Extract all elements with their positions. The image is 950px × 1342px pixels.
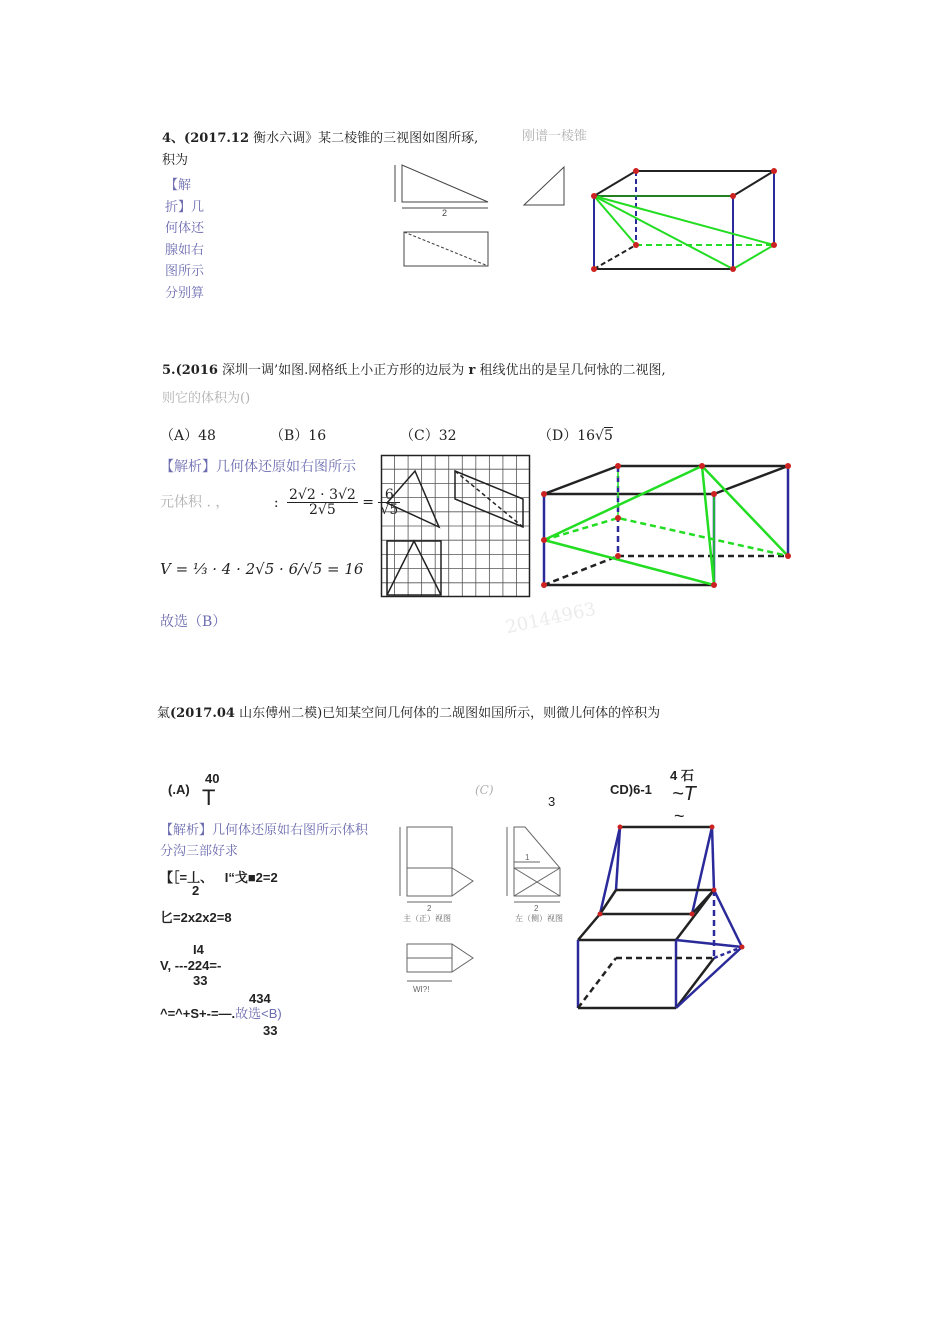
q4-sol-line: 分别算	[165, 285, 205, 301]
q5-header	[162, 362, 666, 380]
q5-formula1-rhs-num: 6	[384, 487, 394, 503]
q5-header-text2: 租线优出的是呈几何怺的二视图,	[479, 363, 666, 378]
q6-sol4: 匕=2x2x2=8	[160, 910, 232, 925]
q4-sol-line: 折】几	[165, 199, 205, 215]
q6-option-c: (C)	[475, 783, 494, 797]
q6-header-text: 山东傅州二模)已知某空间几何体的二觇图如国所示，则微儿何体的悴积为	[239, 706, 661, 721]
q6-sol1: 【解析】几何体还原如右图所示体积	[160, 823, 369, 838]
q4-3d-figure	[588, 165, 783, 280]
q6-header-number: (2017.04	[170, 706, 235, 721]
q5-option-d-sqrt: 5	[603, 428, 613, 444]
q5-header-line2: 则它的体积为()	[162, 391, 251, 406]
q5-formula1-rhs-den: √5	[380, 502, 399, 518]
q6-sol3-sub: 2	[192, 883, 200, 898]
q5-formula1-num: 2√2 · 3√2	[288, 487, 356, 503]
q6-side-label: 左（侧）视图	[515, 914, 563, 923]
q6-3d-figure	[572, 822, 752, 1017]
q6-option-c-val: 3	[548, 794, 556, 809]
q5-option-b: （B）16	[270, 428, 327, 444]
q6-sol5-bot: 33	[193, 973, 208, 988]
q6-option-a-den: T	[202, 785, 216, 810]
q6-option-d: CD)6-1	[610, 782, 652, 797]
q5-option-d-text: （D）16	[538, 428, 596, 444]
q6-front-dim: 2	[427, 904, 432, 913]
q5-option-a: （A）48	[160, 428, 216, 444]
q6-three-views	[395, 822, 575, 1012]
q5-header-r: r	[468, 363, 476, 378]
q5-3d-figure	[538, 460, 793, 595]
q4-header	[162, 130, 478, 148]
q6-sol3-b: I“戈■2=2	[224, 870, 278, 885]
q6-sol6-answer: 故选<B)	[235, 1006, 282, 1021]
q5-grid-views	[381, 455, 531, 598]
q6-sol5-mid: V, ---224=-	[160, 958, 222, 973]
q5-watermark: 20144963	[503, 598, 598, 639]
q4-side-view	[520, 165, 570, 210]
q6-option-d-mid: ~T	[672, 783, 696, 805]
q5-header-number: 5.(2016	[162, 363, 218, 378]
q6-sol3	[160, 869, 278, 887]
q6-top-label: WI?!	[413, 985, 430, 994]
q5-solution-label: 【解析】几何体还原如右图所示	[160, 459, 356, 475]
q6-sol6-top: 434	[249, 991, 271, 1006]
q6-option-d-top: 4 石	[670, 768, 694, 783]
q5-header-text: 深圳一调’如图.网格纸上小正方形的边辰为	[222, 363, 465, 378]
q5-formula2: V = ⅓ · 4 · 2√5 · 6/√5 = 16	[160, 560, 364, 578]
q6-sol5-top: I4	[193, 942, 204, 957]
q5-formula1: 元体积 . ， : $\frac{2√2 \cdot 3√2}{2√5}$ = $\frac{6}{√5}$	[160, 487, 399, 518]
q4-sol-line: 【解	[165, 178, 192, 193]
q4-header-number: 4、(2017.12	[162, 131, 249, 146]
q5-option-d: （D）16√5	[538, 428, 613, 444]
q5-answer: 故选（B）	[160, 614, 227, 630]
q5-option-c: （C）32	[400, 428, 457, 444]
q4-solution	[165, 175, 204, 304]
q6-option-a: (.A)	[168, 782, 190, 797]
q4-sol-line: 腺如右	[165, 242, 205, 258]
q6-sol3-a: 【［=丄、	[160, 870, 214, 885]
q4-header-text: 衡水六调》某二棱锥的三视图如图所琢,	[253, 131, 479, 146]
q6-front-label: 主（正）视图	[403, 914, 451, 923]
q6-side-dim-1: 1	[525, 853, 530, 862]
q5-formula1-den: 2√5	[287, 502, 358, 517]
q6-sol6-left: ^=^+S+-=—.	[160, 1006, 236, 1021]
q4-sol-line: 何体还	[165, 221, 205, 236]
q6-header	[157, 705, 660, 723]
q4-dim-label: 2	[442, 208, 448, 218]
q6-sol6	[160, 1005, 282, 1023]
q4-line2: 积为	[162, 153, 189, 168]
q6-sol6-bot: 33	[263, 1023, 278, 1038]
q6-option-d-bot: ~	[674, 806, 685, 826]
q4-header-faded: 刚谱一棱锥	[522, 129, 588, 144]
q6-side-dim: 2	[534, 904, 539, 913]
q6-sol2: 分沟三部好求	[160, 844, 239, 859]
q6-option-a-num: 40	[205, 771, 220, 786]
q4-three-views	[390, 160, 500, 270]
q4-sol-line: 图所示	[165, 264, 205, 279]
q6-header-prefix: 氣	[157, 706, 171, 721]
